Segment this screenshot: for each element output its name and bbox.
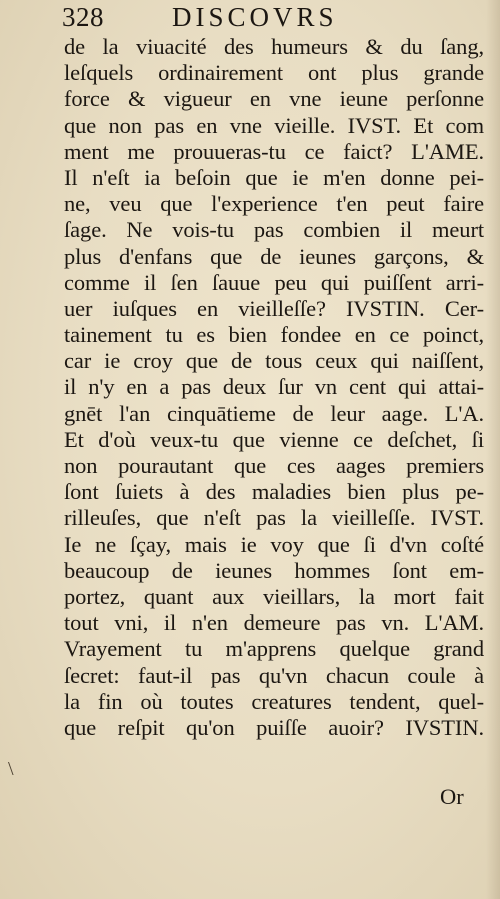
text-line: car ie croy que de tous ceux qui naiſſent,: [64, 348, 484, 374]
text-line: ſage. Ne vois-tu pas combien il meurt: [64, 217, 484, 243]
text-line: ſecret: faut-il pas qu'vn chacun coule à: [64, 662, 484, 688]
text-line: plus d'enfans que de ieunes garçons, &: [64, 243, 484, 269]
text-line: Ie ne ſçay, mais ie voy que ſi d'vn coſté: [64, 531, 484, 557]
text-line: beaucoup de ieunes hommes ſont em-: [64, 557, 484, 583]
text-line: uer iuſques en vieilleſſe? IVSTIN. Cer-: [64, 295, 484, 321]
page-number: 328: [62, 2, 104, 32]
text-line: tainement tu es bien fondee en ce poinct,: [64, 322, 484, 348]
text-line: rilleuſes, que n'eſt pas la vieilleſſe. IVST.: [64, 505, 484, 531]
catchword: Or: [440, 784, 464, 809]
text-line: ne, veu que l'experience t'en peut faire: [64, 191, 484, 217]
text-line: il n'y en a pas deux ſur vn cent qui attai-: [64, 374, 484, 400]
text-line: que reſpit qu'on puiſſe auoir? IVSTIN.: [64, 714, 484, 740]
page-header: [62, 2, 482, 36]
text-line: ſont ſuiets à des maladies bien plus pe-: [64, 479, 484, 505]
text-line: non pourautant que ces aages premiers: [64, 453, 484, 478]
margin-mark: \: [8, 758, 14, 780]
text-line: Vrayement tu m'apprens quelque grand: [64, 636, 484, 662]
text-line: ment me prouueras-tu ce faict? L'AME.: [64, 138, 484, 164]
text-line: gnēt l'an cinquātieme de leur aage. L'A.: [64, 400, 484, 426]
text-line: tout vni, il n'en demeure pas vn. L'AM.: [64, 610, 484, 636]
body-text: [64, 34, 484, 741]
text-line: force & vigueur en vne ieune perſonne: [64, 86, 484, 112]
text-line: leſquels ordinairement ont plus grande: [64, 60, 484, 86]
text-line: portez, quant aux vieillars, la mort fait: [64, 583, 484, 609]
text-line: la fin où toutes creatures tendent, quel-: [64, 688, 484, 714]
text-line: Il n'eſt ia beſoin que ie m'en donne pei-: [64, 164, 484, 190]
running-head: DISCOVRS: [172, 2, 338, 32]
text-line: Et d'où veux-tu que vienne ce deſchet, ſi: [64, 426, 484, 452]
text-line: comme il ſen ſauue peu qui puiſſent arri-: [64, 269, 484, 295]
text-line: de la viuacité des humeurs & du ſang,: [64, 34, 484, 59]
page-edge-shadow: [486, 0, 500, 899]
text-line: que non pas en vne vieille. IVST. Et com: [64, 112, 484, 138]
